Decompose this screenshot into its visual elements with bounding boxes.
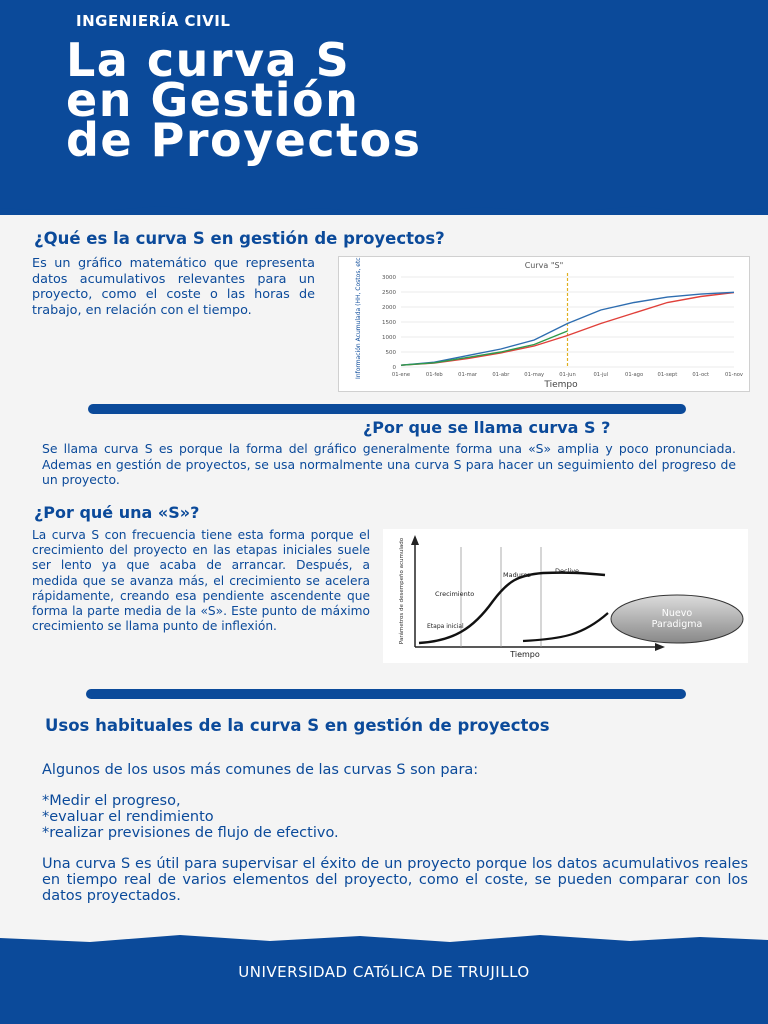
lifecycle-ylabel: Parámetros de desempeño acumulado <box>399 537 405 645</box>
brush-divider <box>88 404 686 414</box>
phase-label-growth: Crecimiento <box>435 590 475 598</box>
chart-xtick-label: 01-may <box>524 372 545 378</box>
phase-label-initial: Etapa inicial <box>427 623 464 630</box>
chart-ytick-label: 0 <box>392 365 396 371</box>
callout-text-1: Nuevo <box>661 608 693 619</box>
header-kicker: INGENIERÍA CIVIL <box>76 12 231 30</box>
section4-intro: Algunos de los usos más comunes de las curvas S son para: <box>42 762 479 778</box>
section3-heading: ¿Por qué una «S»? <box>34 503 200 522</box>
uses-list-item: *Medir el progreso, <box>42 793 181 809</box>
section3-body: La curva S con frecuencia tiene esta forma porque el crecimiento del proyecto en las etapas iniciales suele ser lento ya que acaba de arrancar. Después, a medida que se avanza más, el crecimiento se acelera rápidamente, creando esa pendiente ascendente que forma la parte media de la «S». Este punto de máximo crecimiento se llama punto de inflexión. <box>32 528 370 634</box>
section2-heading: ¿Por que se llama curva S ? <box>363 418 611 437</box>
phase-label-maturity: Madurez <box>503 571 531 579</box>
chart-xlabel: Tiempo <box>544 380 578 390</box>
chart-xtick-label: 01-ene <box>391 372 411 378</box>
chart-xtick-label: 01-ago <box>625 372 644 378</box>
footer-university: UNIVERSIDAD CATóLICA DE TRUJILLO <box>238 963 530 981</box>
chart-title: Curva "S" <box>524 261 564 270</box>
section4-heading: Usos habituales de la curva S en gestión de proyectos <box>45 716 550 735</box>
chart-ytick-label: 1000 <box>382 335 396 341</box>
section1-body: Es un gráfico matemático que representa datos acumulativos relevantes para un proyecto, como el coste o las horas de trabajo, en relación con el tiempo. <box>32 256 315 318</box>
chart-xtick-label: 01-jul <box>593 372 609 378</box>
chart-ytick-label: 2000 <box>382 305 396 311</box>
title-line-2: en Gestión <box>66 73 360 127</box>
chart-ytick-label: 2500 <box>382 290 396 296</box>
chart-xtick-label: 01-abr <box>492 372 510 378</box>
lifecycle-chart <box>383 529 748 663</box>
uses-list-item: *evaluar el rendimiento <box>42 809 214 825</box>
lifecycle-new-curve <box>523 613 608 641</box>
torn-edge <box>0 196 768 226</box>
section1-heading: ¿Qué es la curva S en gestión de proyectos? <box>34 229 445 248</box>
brush-divider <box>86 689 686 699</box>
chart-xtick-label: 01-mar <box>458 372 478 378</box>
title-line-3: de Proyectos <box>66 113 422 167</box>
s-curve-chart <box>338 256 750 392</box>
chart-xtick-label: 01-oct <box>692 372 710 378</box>
phase-label-decline: Declive <box>555 567 580 575</box>
chart-ylabel: Información Acumulada (HH, Costos, etc) <box>355 257 362 379</box>
chart-xtick-label: 01-feb <box>425 372 443 378</box>
chart-ytick-label: 500 <box>385 350 396 356</box>
section2-body: Se llama curva S es porque la forma del gráfico generalmente forma una «S» amplia y poco pronunciada. Ademas en gestión de proyectos, se usa normalmente una curva S para hacer un seguimiento del progreso de un proyecto. <box>42 441 736 488</box>
lifecycle-chart-svg <box>383 529 748 663</box>
chart-xtick-label: 01-nov <box>724 372 744 378</box>
footer-band <box>0 944 768 1024</box>
chart-ytick-label: 3000 <box>382 275 396 281</box>
chart-xtick-label: 01-jun <box>559 372 576 378</box>
section4-closing: Una curva S es útil para supervisar el éxito de un proyecto porque los datos acumulativos reales en tiempo real de varios elementos del proyecto, como el coste, se pueden comparar con los datos proyectados. <box>42 856 748 904</box>
chart-ytick-label: 1500 <box>382 320 396 326</box>
chart-xtick-label: 01-sept <box>657 372 678 378</box>
title-line-1: La curva S <box>66 33 351 87</box>
uses-list-item: *realizar previsiones de flujo de efectivo. <box>42 825 339 841</box>
lifecycle-xlabel: Tiempo <box>510 650 540 659</box>
page-title <box>66 33 422 167</box>
callout-text-2: Paradigma <box>651 619 703 630</box>
s-curve-chart-svg <box>339 257 749 391</box>
